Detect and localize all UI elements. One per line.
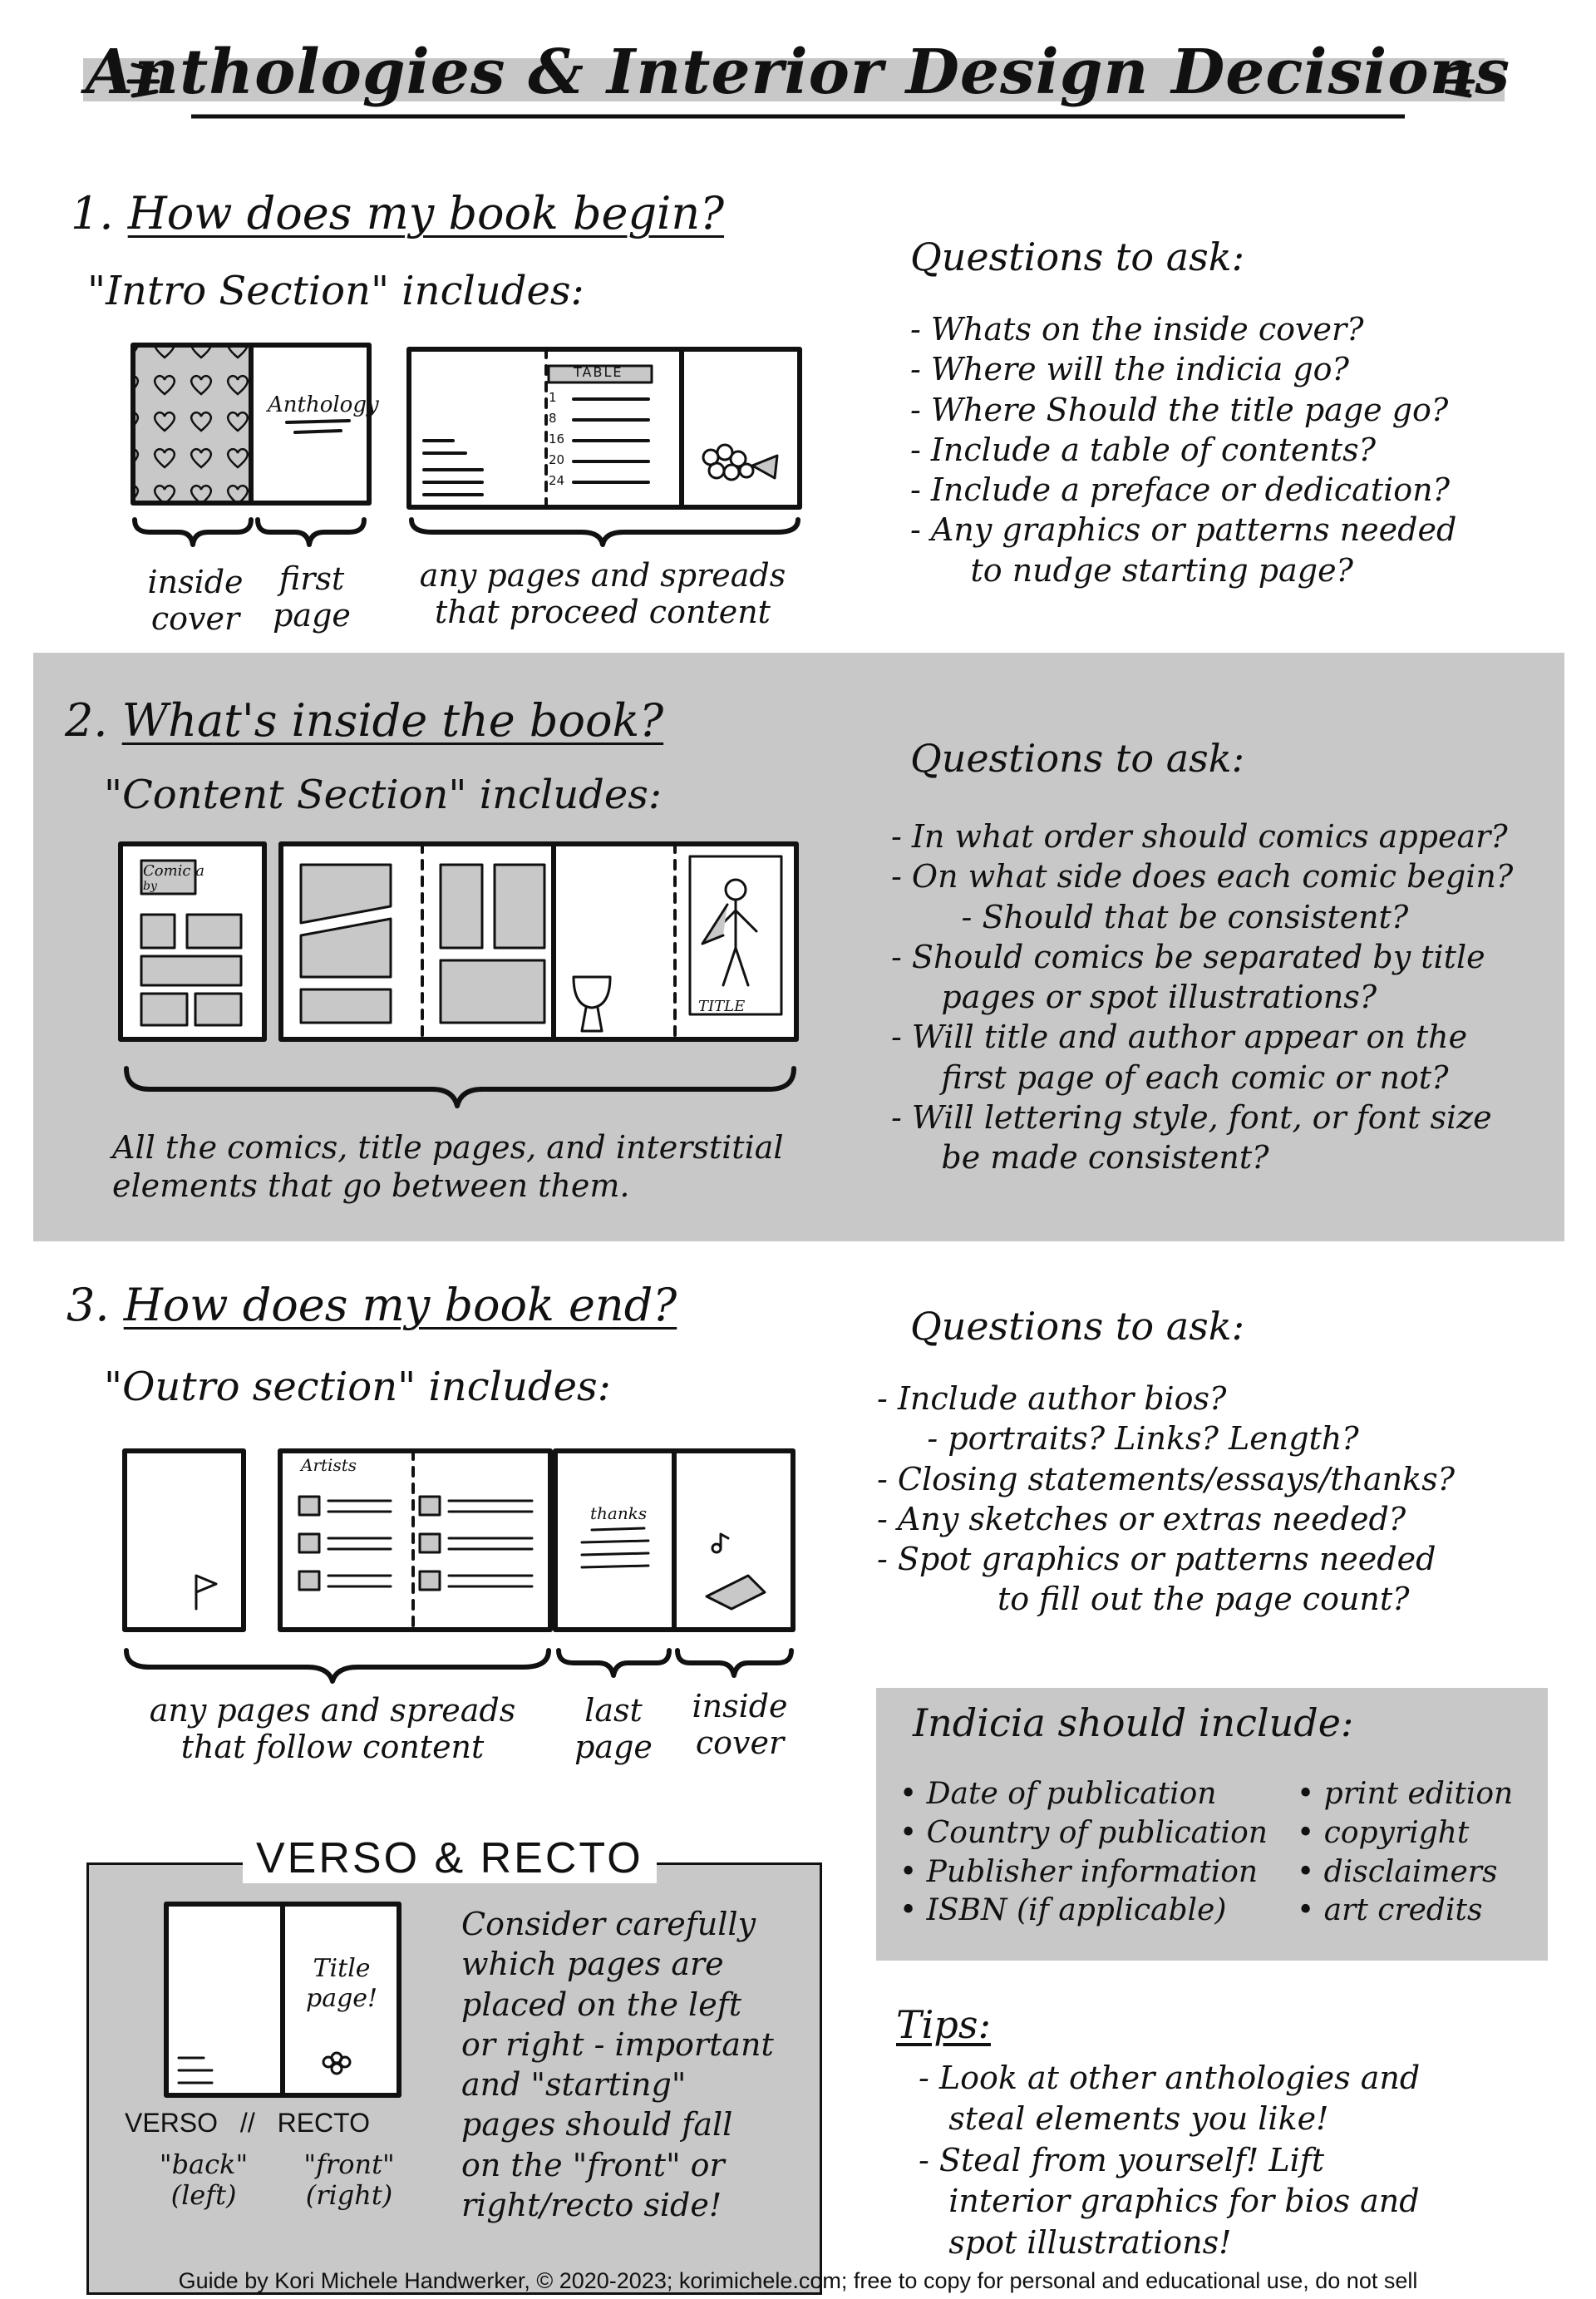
indicia-col2: • print edition • copyright • disclaimers • art credits — [1297, 1777, 1514, 1928]
section3-number: 3. — [66, 1279, 110, 1331]
recto-label: RECTO — [277, 2108, 371, 2138]
caption-any-pages-follow: any pages and spreads that follow content — [149, 1692, 516, 1766]
toc-number: 8 — [549, 411, 557, 426]
section3-subhead: "Outro section" includes: — [104, 1364, 611, 1410]
verso-recto-labels — [125, 2108, 370, 2139]
first-page — [251, 345, 369, 503]
tips-body: - Look at other anthologies and steal elements you like! - Steal from yourself! Lift interior graphics for bios and spot illustrations! — [919, 2060, 1421, 2261]
tips-title: Tips: — [896, 2002, 991, 2047]
mock-thanks-label: thanks — [590, 1503, 648, 1523]
toc-number: 24 — [549, 473, 565, 488]
last-page — [555, 1451, 674, 1630]
verso-recto-title: VERSO & RECTO — [243, 1833, 657, 1883]
section3-questions: - Include author bios? - portraits? Links? Length? - Closing statements/essays/thanks? - Any sketches or extras needed? - Spot graphics or patterns needed to fill out the page count? — [877, 1380, 1456, 1618]
label-separator: // — [239, 2108, 255, 2138]
section1-number: 1. — [71, 187, 114, 239]
section1-questions: - Whats on the inside cover? - Where will the indicia go? - Where Should the title page go? - Include a table of contents? - Include a preface or dedication? - Any graphics or patterns needed to nudge starting page? — [910, 311, 1457, 589]
mock-title-page-label: Title page! — [306, 1954, 378, 2013]
section2-subhead: "Content Section" includes: — [104, 772, 663, 818]
mock-artists-label: Artists — [301, 1455, 357, 1475]
section2-caption: All the comics, title pages, and interstitial elements that go between them. — [112, 1129, 784, 1204]
section2-heading — [65, 694, 663, 747]
outro-page — [125, 1451, 244, 1630]
section2-number: 2. — [65, 694, 108, 747]
caption-first-page: first page — [273, 560, 351, 634]
verso-page — [166, 1904, 283, 2095]
section1-heading-text: How does my book begin? — [127, 187, 725, 239]
caption-any-pages: any pages and spreads that proceed content — [419, 557, 786, 631]
section1-subhead: "Intro Section" includes: — [87, 268, 584, 314]
indicia-title: Indicia should include: — [913, 1700, 1354, 1745]
verso-note: "back" (left) — [159, 2149, 249, 2212]
recto-note: "front" (right) — [303, 2149, 395, 2212]
section2-questions-title: Questions to ask: — [910, 736, 1245, 781]
section2-questions: - In what order should comics appear? - On what side does each comic begin? - Should that be consistent? - Should comics be separated by title pages or spot illustrations? - Will title and author appear on the first page of each comic or not? - Will lettering style, font, or font size be made consistent? — [891, 818, 1514, 1176]
artists-spread — [280, 1451, 550, 1630]
section3-heading-text: How does my book end? — [123, 1279, 677, 1331]
caption-last-page: last page — [574, 1692, 653, 1766]
toc-number: 20 — [549, 452, 565, 467]
verso-label: VERSO — [125, 2108, 219, 2138]
footer-credit: Guide by Kori Michele Handwerker, © 2020-2023; korimichele.com; free to copy for personal and educational use, do not sell — [178, 2268, 1418, 2293]
mock-anthology-label: Anthology — [268, 392, 379, 417]
toc-number: 16 — [549, 432, 565, 446]
indicia-col1: • Date of publication • Country of publication • Publisher information • ISBN (if applicable) — [899, 1777, 1268, 1928]
mock-toc-numbers — [549, 387, 564, 491]
mock-by-label: by — [143, 880, 157, 893]
verso-recto-body: Consider carefully which pages are placed on the left or right - important and "starting" pages should fall on the "front" or right/recto side! — [461, 1906, 774, 2223]
section1-questions-title: Questions to ask: — [910, 234, 1245, 279]
mock-table-label: TABLE — [574, 364, 623, 380]
toc-number: 1 — [549, 390, 557, 405]
page-title: Anthologies & Interior Design Decisions — [85, 37, 1511, 108]
caption-inside-cover: inside cover — [147, 564, 244, 638]
mock-title-label: TITLE — [698, 998, 746, 1015]
caption-inside-back-cover: inside cover — [692, 1688, 788, 1762]
section3-heading — [66, 1279, 677, 1331]
mock-comic-label: Comic a — [143, 862, 204, 880]
section1-heading — [71, 187, 724, 239]
section3-questions-title: Questions to ask: — [910, 1304, 1245, 1349]
section2-heading-text: What's inside the book? — [121, 694, 664, 747]
intro-right-page — [682, 349, 800, 507]
